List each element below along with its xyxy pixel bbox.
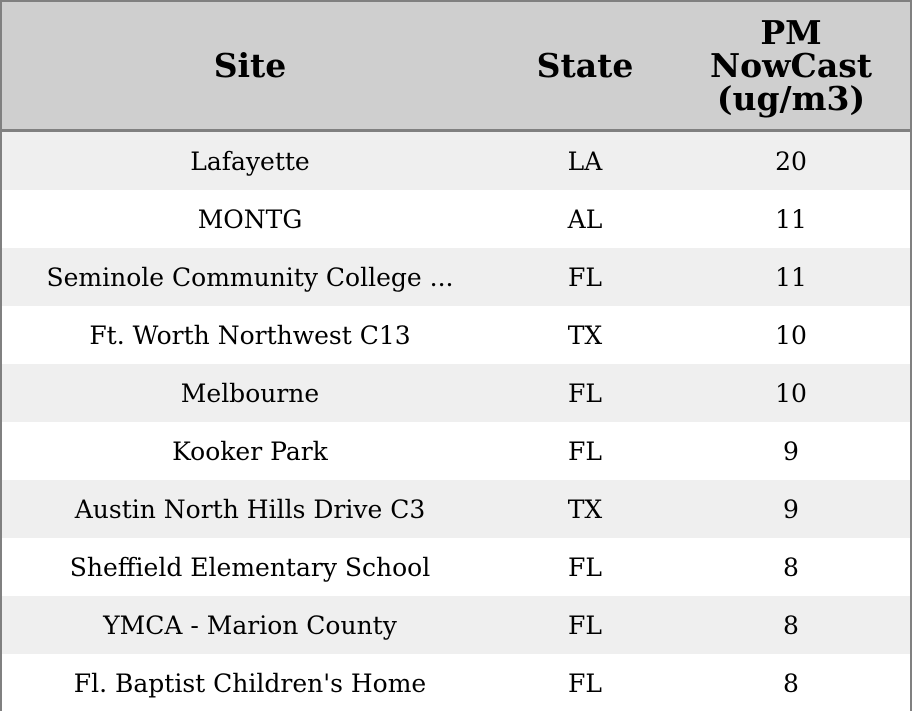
cell-site: Kooker Park (172, 436, 328, 466)
cell-site: Seminole Community College ... (46, 262, 454, 292)
table-row (2, 422, 910, 480)
cell-state: AL (567, 204, 603, 234)
header-pm-line-3: (ug/m3) (716, 79, 866, 118)
cell-pm-nowcast: 10 (775, 378, 807, 408)
table-header (2, 2, 910, 132)
cell-state: TX (567, 320, 603, 350)
cell-site: YMCA - Marion County (103, 610, 397, 640)
cell-site: Austin North Hills Drive C3 (74, 494, 426, 524)
table-row (2, 306, 910, 364)
header-site (2, 2, 498, 129)
cell-site: Melbourne (180, 378, 320, 408)
header-pm-nowcast (672, 2, 910, 129)
header-pm-line-1: PM (760, 13, 822, 52)
cell-site: Fl. Baptist Children's Home (73, 668, 427, 698)
cell-site: MONTG (197, 204, 303, 234)
cell-pm-nowcast: 10 (775, 320, 807, 350)
cell-state: FL (568, 610, 602, 640)
cell-state: TX (567, 494, 603, 524)
cell-pm-nowcast: 20 (775, 146, 807, 176)
cell-state: FL (568, 378, 602, 408)
header-site-label: Site (213, 46, 287, 85)
cell-site: Ft. Worth Northwest C13 (89, 320, 411, 350)
cell-pm-nowcast: 11 (775, 204, 807, 234)
header-pm-line-2: NowCast (709, 46, 873, 85)
cell-state: LA (567, 146, 603, 176)
table-row (2, 538, 910, 596)
cell-pm-nowcast: 9 (783, 494, 799, 524)
cell-site: Lafayette (190, 146, 310, 176)
table-row (2, 364, 910, 422)
cell-pm-nowcast: 8 (783, 668, 799, 698)
cell-site: Sheffield Elementary School (69, 552, 431, 582)
table-row (2, 654, 910, 712)
header-state-label: State (536, 46, 634, 85)
cell-state: FL (568, 552, 602, 582)
cell-state: FL (568, 262, 602, 292)
table-row (2, 596, 910, 654)
cell-pm-nowcast: 9 (783, 436, 799, 466)
cell-pm-nowcast: 8 (783, 552, 799, 582)
header-pm-nowcast-label (709, 13, 873, 118)
cell-state: FL (568, 436, 602, 466)
table-row (2, 480, 910, 538)
table-row (2, 190, 910, 248)
cell-state: FL (568, 668, 602, 698)
header-state (498, 2, 672, 129)
table-row (2, 248, 910, 306)
table-row (2, 132, 910, 190)
cell-pm-nowcast: 11 (775, 262, 807, 292)
table-body (2, 132, 910, 712)
cell-pm-nowcast: 8 (783, 610, 799, 640)
